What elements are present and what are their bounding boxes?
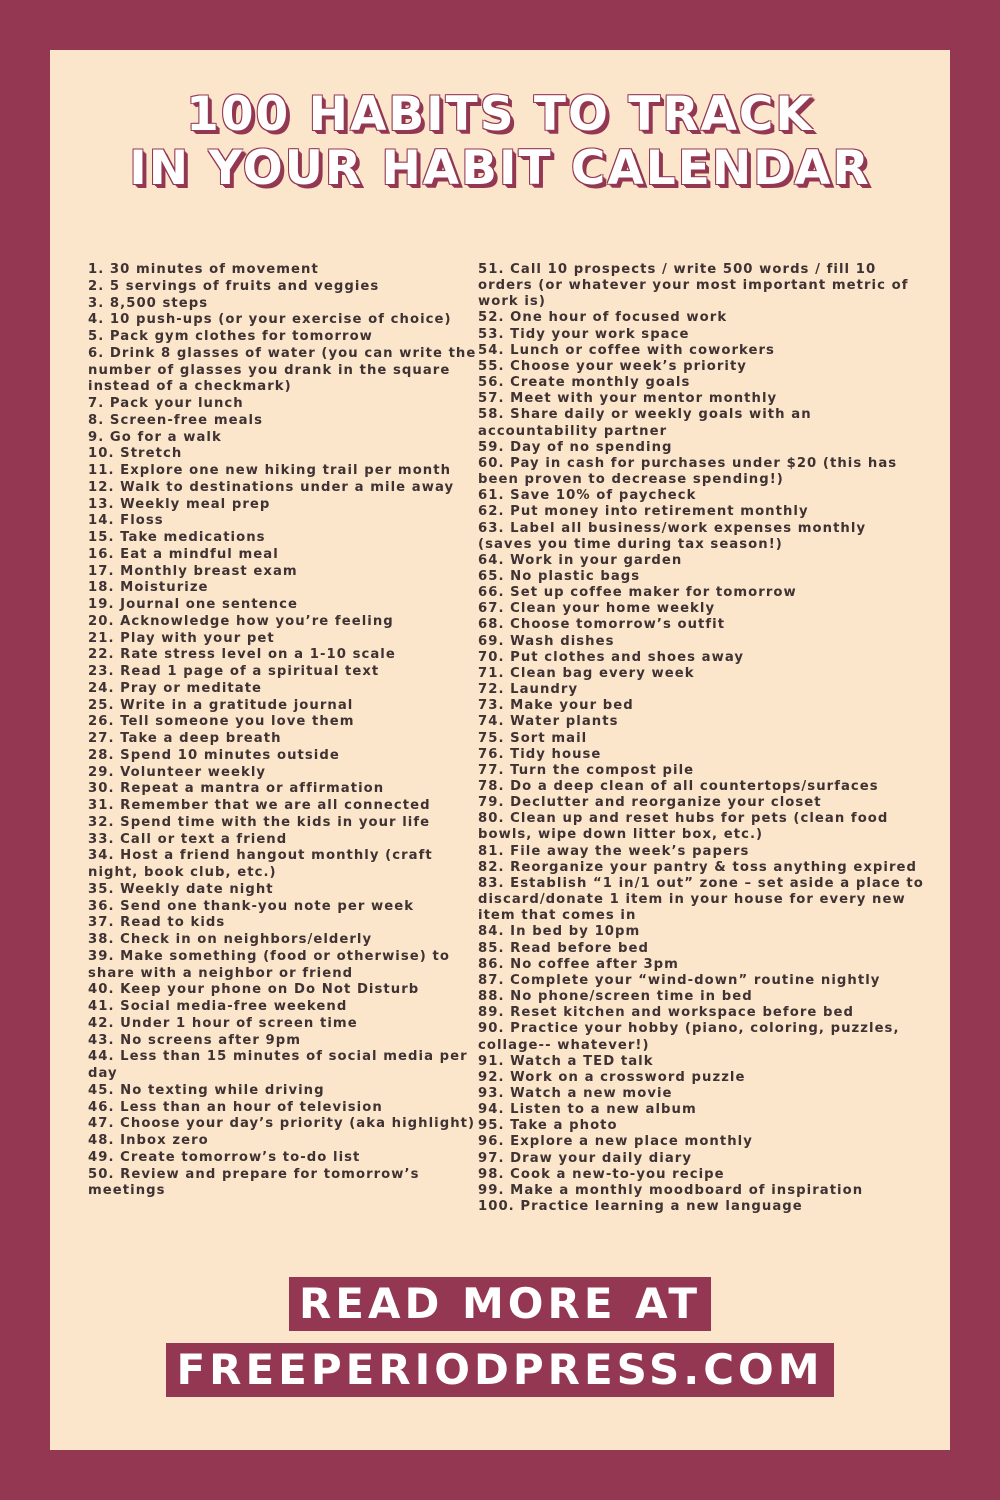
habit-item: 91. Watch a TED talk [478, 1053, 654, 1069]
habit-item: 29. Volunteer weekly [88, 764, 267, 780]
habit-item: 45. No texting while driving [88, 1082, 325, 1098]
habit-item: 50. Review and prepare for tomorrow’s meetings [88, 1166, 420, 1199]
footer-website-link[interactable]: FREEPERIODPRESS.COM [166, 1343, 833, 1397]
habit-item: 11. Explore one new hiking trail per month [88, 463, 452, 478]
habit-item: 63. Label all business/work expenses monthly (saves you time during tax season!) [478, 520, 867, 552]
habit-item: 6. Drink 8 glasses of water (you can write the number of glasses you drank in the square instead of a checkmark) [88, 345, 477, 395]
habit-item: 30. Repeat a mantra or affirmation [88, 781, 385, 797]
habit-item: 36. Send one thank-you note per week [88, 898, 415, 914]
habit-item: 34. Host a friend hangout monthly (craft night, book club, etc.) [88, 848, 433, 880]
habit-item: 70. Put clothes and shoes away [478, 649, 745, 665]
habit-item: 5. Pack gym clothes for tomorrow [88, 329, 373, 344]
habit-item: 4. 10 push-ups (or your exercise of choice) [88, 312, 452, 328]
habit-item: 27. Take a deep breath [88, 731, 282, 746]
habit-item: 66. Set up coffee maker for tomorrow [478, 585, 797, 601]
habit-item: 100. Practice learning a new language [478, 1199, 803, 1215]
footer-read-more [0, 1277, 1000, 1331]
habit-item: 92. Work on a crossword puzzle [478, 1069, 746, 1085]
habit-item: 82. Reorganize your pantry & toss anything expired [478, 859, 917, 875]
habit-item: 20. Acknowledge how you’re feeling [88, 613, 394, 629]
habit-item: 83. Establish “1 in/1 out” zone – set aside a place to discard/donate 1 item in your house for every new item that comes in [478, 875, 924, 924]
habit-item: 18. Moisturize [88, 580, 209, 596]
habit-item: 21. Play with your pet [88, 630, 275, 646]
habit-item: 7. Pack your lunch [88, 396, 244, 411]
habit-item: 26. Tell someone you love them [88, 714, 355, 730]
habit-item: 90. Practice your hobby (piano, coloring, puzzles, collage-- whatever!) [478, 1021, 900, 1053]
habit-item: 64. Work in your garden [478, 552, 683, 568]
footer-read-more-label: READ MORE AT [289, 1277, 711, 1331]
habit-item: 88. No phone/screen time in bed [478, 989, 753, 1005]
habit-item: 1. 30 minutes of movement [88, 262, 319, 277]
habit-item: 46. Less than an hour of television [88, 1099, 383, 1115]
habit-item: 89. Reset kitchen and workspace before bed [478, 1005, 854, 1021]
habit-item: 97. Draw your daily diary [478, 1150, 692, 1166]
habit-item: 54. Lunch or coffee with coworkers [478, 342, 775, 358]
habit-item: 72. Laundry [478, 682, 579, 698]
page-title [0, 88, 1000, 196]
habit-item: 38. Check in on neighbors/elderly [88, 932, 373, 947]
habit-item: 37. Read to kids [88, 915, 226, 931]
habit-item: 53. Tidy your work space [478, 326, 690, 342]
habit-item: 44. Less than 15 minutes of social media per day [88, 1049, 468, 1081]
footer-website[interactable] [0, 1343, 1000, 1397]
habit-item: 65. No plastic bags [478, 568, 641, 584]
habit-item: 31. Remember that we are all connected [88, 798, 431, 813]
habit-item: 77. Turn the compost pile [478, 762, 695, 778]
habit-item: 80. Clean up and reset hubs for pets (clean food bowls, wipe down litter box, etc.) [478, 811, 889, 843]
habit-item: 32. Spend time with the kids in your life [88, 814, 431, 830]
habit-item: 52. One hour of focused work [478, 310, 728, 326]
habit-item: 42. Under 1 hour of screen time [88, 1015, 358, 1031]
habit-item: 2. 5 servings of fruits and veggies [88, 278, 380, 294]
habit-item: 95. Take a photo [478, 1118, 618, 1134]
habit-item: 3. 8,500 steps [88, 295, 209, 311]
habit-item: 35. Weekly date night [88, 881, 274, 897]
habit-item: 96. Explore a new place monthly [478, 1134, 753, 1150]
habit-item: 28. Spend 10 minutes outside [88, 747, 340, 763]
habit-item: 19. Journal one sentence [88, 597, 298, 612]
habit-item: 22. Rate stress level on a 1-10 scale [88, 647, 396, 663]
habit-item: 41. Social media-free weekend [88, 999, 348, 1014]
habit-item: 51. Call 10 prospects / write 500 words / fill 10 orders (or whatever your most important metric of work is) [478, 262, 909, 310]
habit-item: 84. In bed by 10pm [478, 924, 641, 940]
habit-item: 85. Read before bed [478, 940, 649, 956]
habit-item: 69. Wash dishes [478, 633, 615, 649]
habit-item: 78. Do a deep clean of all countertops/surfaces [478, 779, 879, 794]
habit-item: 40. Keep your phone on Do Not Disturb [88, 982, 420, 998]
habit-item: 61. Save 10% of paycheck [478, 488, 697, 504]
habit-item: 87. Complete your “wind-down” routine nightly [478, 972, 881, 988]
habit-item: 94. Listen to a new album [478, 1102, 697, 1118]
habit-item: 24. Pray or meditate [88, 680, 263, 696]
habit-item: 43. No screens after 9pm [88, 1032, 302, 1048]
habit-item: 10. Stretch [88, 446, 183, 462]
habit-item: 81. File away the week’s papers [478, 843, 750, 859]
habit-item: 55. Choose your week’s priority [478, 358, 747, 374]
habit-item: 25. Write in a gratitude journal [88, 697, 354, 713]
habit-item: 49. Create tomorrow’s to-do list [88, 1149, 361, 1165]
habit-item: 12. Walk to destinations under a mile away [88, 479, 455, 495]
habit-item: 60. Pay in cash for purchases under $20 (this has been proven to decrease spending!) [478, 455, 898, 488]
title-line-2: IN YOUR HABIT CALENDAR [129, 141, 871, 196]
habit-item: 23. Read 1 page of a spiritual text [88, 664, 380, 679]
habit-item: 16. Eat a mindful meal [88, 546, 279, 562]
habit-list-right [478, 262, 926, 1215]
habit-item: 73. Make your bed [478, 698, 634, 714]
habit-item: 13. Weekly meal prep [88, 496, 271, 512]
habit-item: 33. Call or text a friend [88, 831, 288, 847]
habit-item: 75. Sort mail [478, 730, 588, 746]
title-line-1: 100 HABITS TO TRACK [186, 87, 814, 142]
habit-item: 74. Water plants [478, 714, 619, 730]
habit-item: 71. Clean bag every week [478, 665, 695, 681]
habit-item: 86. No coffee after 3pm [478, 956, 679, 972]
habit-item: 58. Share daily or weekly goals with an accountability partner [478, 407, 812, 439]
habit-list-left [88, 262, 478, 1200]
habit-item: 76. Tidy house [478, 746, 602, 762]
habit-item: 98. Cook a new-to-you recipe [478, 1166, 725, 1182]
habit-item: 62. Put money into retirement monthly [478, 504, 809, 520]
habit-item: 59. Day of no spending [478, 439, 673, 455]
habit-item: 79. Declutter and reorganize your closet [478, 795, 822, 811]
habit-item: 48. Inbox zero [88, 1133, 209, 1148]
habit-item: 57. Meet with your mentor monthly [478, 391, 778, 407]
habit-item: 15. Take medications [88, 530, 266, 545]
habit-item: 93. Watch a new movie [478, 1085, 673, 1101]
habit-item: 17. Monthly breast exam [88, 563, 298, 579]
habit-item: 8. Screen-free meals [88, 412, 264, 428]
habit-item: 67. Clean your home weekly [478, 601, 716, 617]
habit-item: 47. Choose your day’s priority (aka highlight) [88, 1116, 476, 1132]
habit-item: 56. Create monthly goals [478, 375, 691, 391]
habit-item: 39. Make something (food or otherwise) to share with a neighbor or friend [88, 948, 450, 981]
habit-item: 14. Floss [88, 513, 164, 529]
habit-item: 99. Make a monthly moodboard of inspiration [478, 1182, 864, 1198]
habit-item: 9. Go for a walk [88, 429, 222, 445]
habit-item: 68. Choose tomorrow’s outfit [478, 617, 726, 633]
